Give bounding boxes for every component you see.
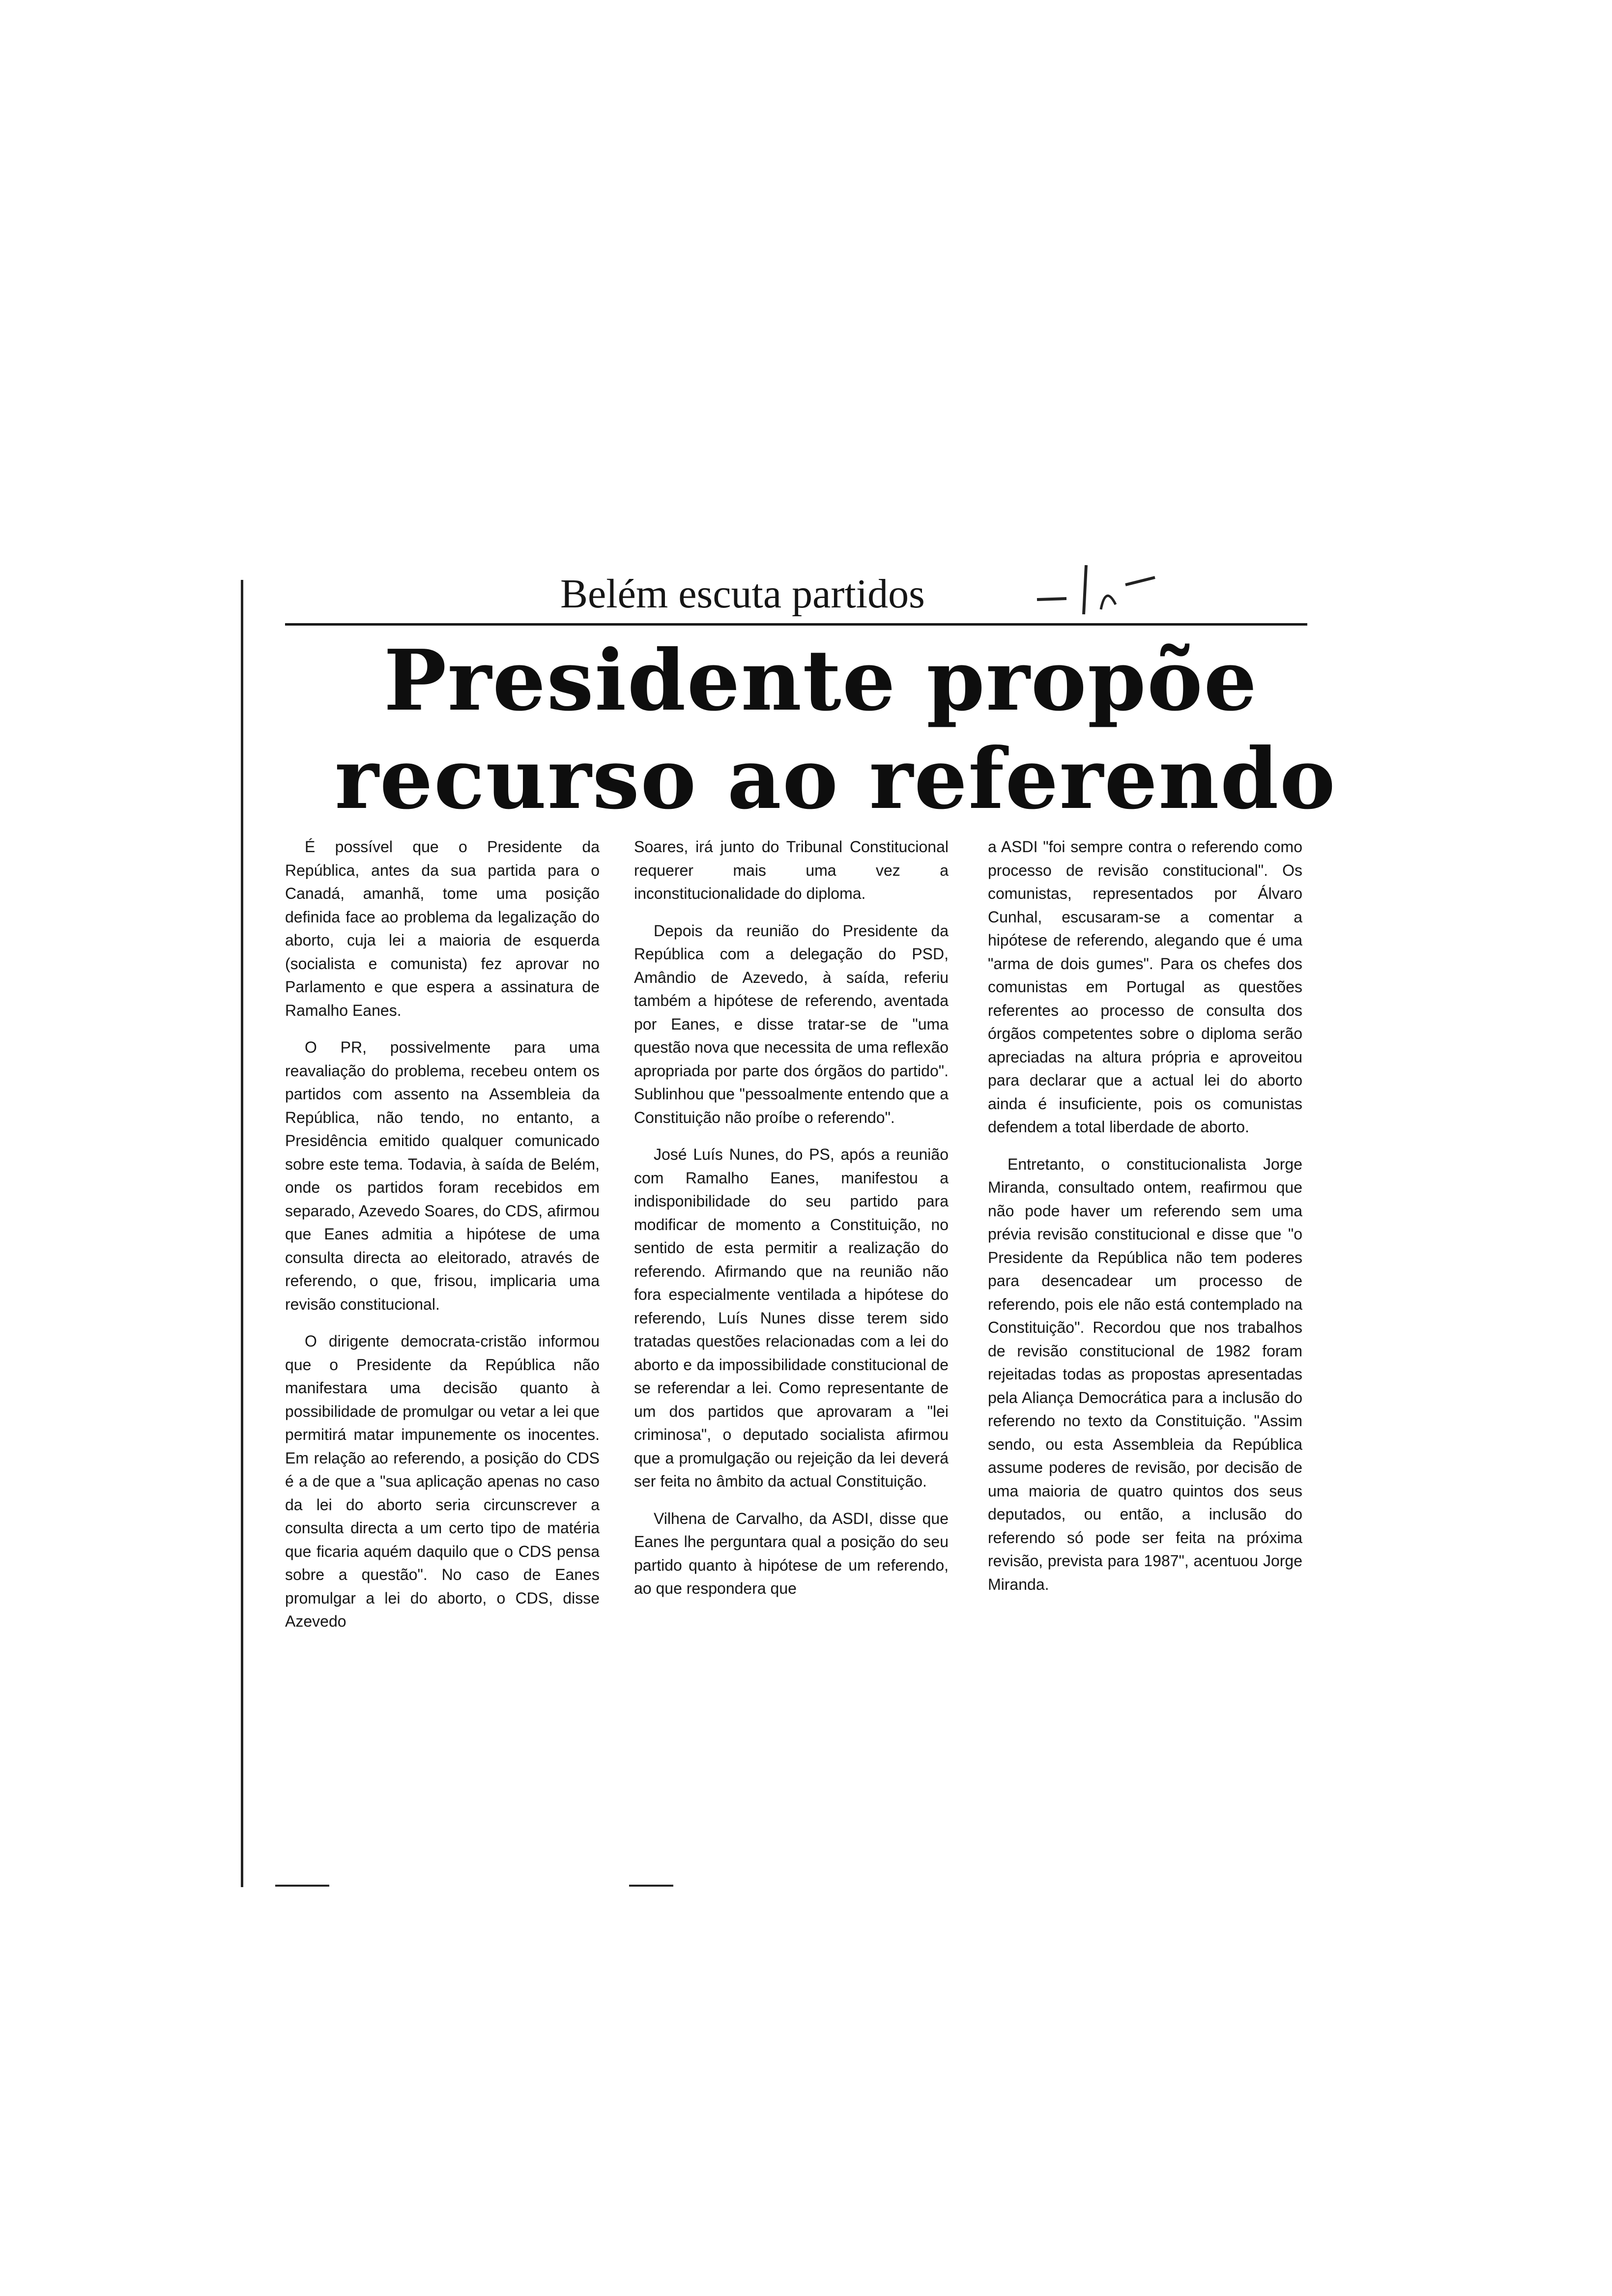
paragraph: Vilhena de Carvalho, da ASDI, disse que Eanes lhe perguntara qual a posição do seu partido quanto à hipótese de um referendo, ao que respondera que xyxy=(634,1509,949,1597)
paragraph: Soares, irá junto do Tribunal Constitucional requerer mais uma vez a inconstitucionalidade do diploma. xyxy=(634,838,949,902)
headline-line-1: Presidente propõe xyxy=(383,631,1258,730)
kicker-heading: Belém escuta partidos xyxy=(560,571,925,617)
paragraph: José Luís Nunes, do PS, após a reunião com Ramalho Eanes, manifestou a indisponibilidade do seu partido para modificar de momento a Constituição, no sentido de esta permitir a realização do referendo. Afirmando que na reunião não fora especialmente ventilada a hipótese do referendo, Luís Nunes disse terem sido tratadas questões relacionadas com a lei do aborto e da impossibilidade constitucional de se referendar a lei. Como representante de um dos partidos que aprovaram a "lei criminosa", o deputado socialista afirmou que a promulgação ou rejeição da lei deverá ser feita no âmbito da actual Constituição. xyxy=(634,1146,949,1490)
article-column-2 xyxy=(634,835,949,1614)
paragraph: a ASDI "foi sempre contra o referendo como processo de revisão constitucional". Os comunistas, representados por Álvaro Cunhal, escusaram-se a comentar a hipótese de referendo, alegando que é uma "arma de dois gumes". Para os chefes dos comunistas em Portugal as questões referentes ao processo de consulta dos órgãos competentes sobre o diploma serão apreciadas na altura própria e aproveitou para declarar que a actual lei do aborto ainda é insuficiente, pois os comunistas defendem a total liberdade de aborto. xyxy=(988,838,1302,1136)
kicker-rule xyxy=(285,623,1307,626)
article-column-1 xyxy=(285,835,600,1647)
handwritten-annotation xyxy=(1032,555,1180,624)
paragraph: Depois da reunião do Presidente da República com a delegação do PSD, Amândio de Azevedo, à saída, referiu também a hipótese de referendo, aventada por Eanes, e disse tratar-se de "uma questão nova que necessita de uma reflexão apropriada por parte dos órgãos do partido". Sublinhou que "pessoalmente entendo que a Constituição não proíbe o referendo". xyxy=(634,921,949,1126)
paragraph: O dirigente democrata-cristão informou que o Presidente da República não manifestara uma decisão quanto à possibilidade de promulgar ou vetar a lei que permitirá matar impunemente os inocentes. Em relação ao referendo, a posição do CDS é a de que a "sua aplicação apenas no caso da lei do aborto seria circunscrever a consulta directa a um certo tipo de matéria que ficaria aquém daquilo que o CDS pensa sobre a questão". No caso de Eanes promulgar a lei do aborto, o CDS, disse Azevedo xyxy=(285,1332,600,1630)
newspaper-clipping xyxy=(265,541,1347,1897)
left-margin-rule xyxy=(241,580,243,1887)
headline-line-2: recurso ao referendo xyxy=(335,730,1336,828)
paragraph: É possível que o Presidente da República, antes da sua partida para o Canadá, amanhã, tome uma posição definida face ao problema da legalização do aborto, cuja lei a maioria de esquerda (socialista e comunista) fez aprovar no Parlamento e que espera a assinatura de Ramalho Eanes. xyxy=(285,838,600,1019)
article-column-3 xyxy=(988,835,1302,1610)
column-end-rule xyxy=(629,1885,673,1887)
column-end-rule xyxy=(275,1885,329,1887)
paragraph: O PR, possivelmente para uma reavaliação do problema, recebeu ontem os partidos com assento na Assembleia da República, não tendo, no entanto, a Presidência emitido qualquer comunicado sobre este tema. Todavia, à saída de Belém, onde os partidos foram recebidos em separado, Azevedo Soares, do CDS, afirmou que Eanes admitia a hipótese de uma consulta directa ao eleitorado, através de referendo, o que, frisou, implicaria uma revisão constitucional. xyxy=(285,1038,600,1313)
paragraph: Entretanto, o constitucionalista Jorge Miranda, consultado ontem, reafirmou que não pode haver um referendo sem uma prévia revisão constitucional e disse que "o Presidente da República não tem poderes para desencadear um processo de referendo, pois ele não está contemplado na Constituição". Recordou que nos trabalhos de revisão constitucional de 1982 foram rejeitadas todas as propostas apresentadas pela Aliança Democrática para a inclusão do referendo no texto da Constituição. "Assim sendo, ou esta Assembleia da República assume poderes de revisão, por decisão de uma maioria de quatro quintos dos seus deputados, ou então, a inclusão do referendo só pode ser feita na próxima revisão, prevista para 1987", acentuou Jorge Miranda. xyxy=(988,1155,1302,1593)
